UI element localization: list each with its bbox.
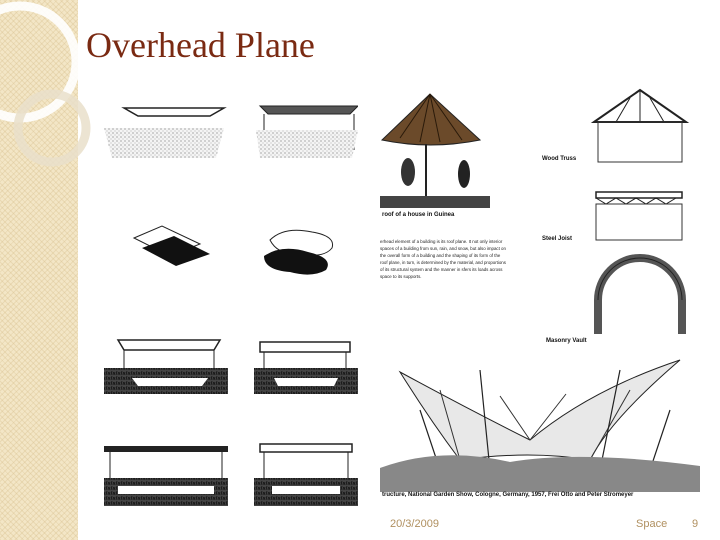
diagram-enclosed-roof-plane [254,444,358,506]
label-steel-joist: Steel Joist [542,236,573,242]
roof-description-paragraph: erhead element of a building is its roof plane. It not only interior spaces of a building from sun, rain, and snow, but also impact on the overall form of a building and the shaping of its form of the roof plane, in turn, is determined by the material, and proportions of its structural system and the manner in sfers its loads across space to its supports. [380,239,506,279]
roof-structure-diagrams [590,86,700,356]
label-masonry-vault: Masonry Vault [546,338,587,344]
diagram-curved-plane [264,230,333,274]
hut-caption: roof of a house in Guinea [382,212,455,218]
diagram-covered-ground-plane [104,446,228,506]
wood-truss-diagram [594,90,686,162]
diagram-roof-on-frame [254,342,358,394]
tent-caption: tructure, National Garden Show, Cologne, Germany, 1957, Frei Otto and Peter Stromeyer [382,492,634,498]
diagram-floating-plane [104,108,224,158]
tent-structure-illustration [380,350,702,492]
overhead-plane-diagrams [104,100,358,512]
diagram-tilted-plane [134,226,210,266]
footer-date: 20/3/2009 [390,518,439,530]
label-wood-truss: Wood Truss [542,156,577,162]
diagram-canopy-on-posts [104,340,228,394]
diagram-plane-on-columns [256,106,358,158]
footer-topic: Space [636,518,668,530]
footer-page-number: 9 [692,518,699,530]
guinea-hut-illustration [380,92,492,210]
steel-joist-diagram [596,192,682,240]
masonry-vault-diagram [598,258,682,334]
slide-title: Overhead Plane [86,25,315,65]
